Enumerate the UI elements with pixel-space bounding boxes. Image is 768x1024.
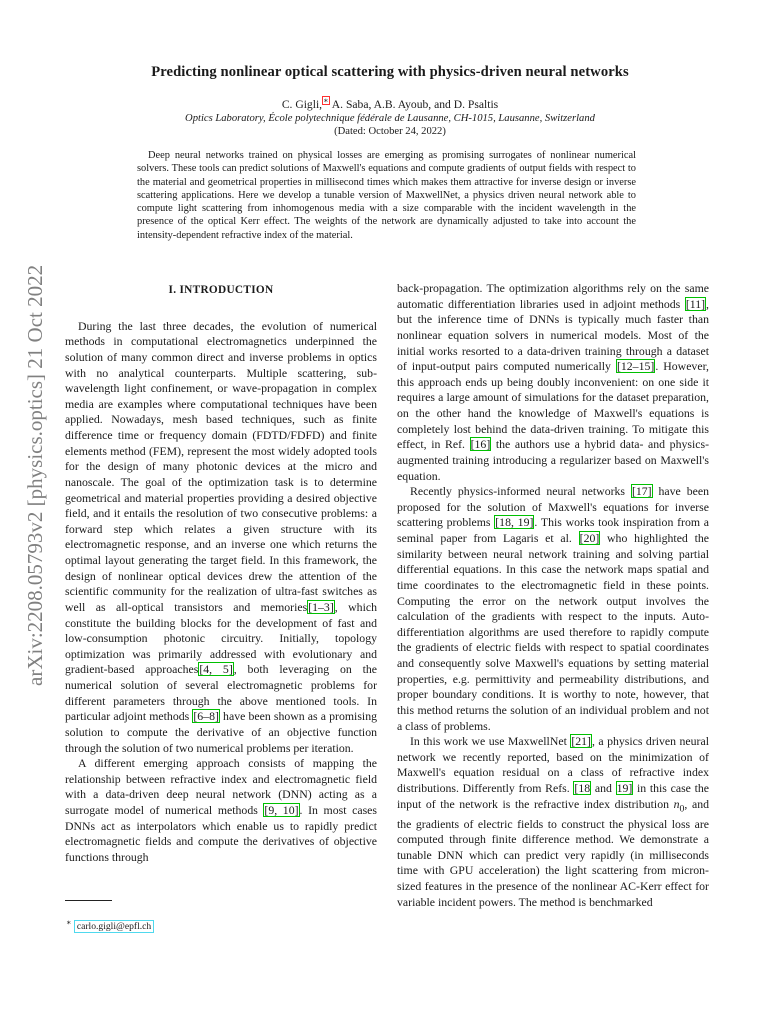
author-rest: A. Saba, A.B. Ayoub, and D. Psaltis bbox=[329, 98, 499, 111]
citation-link[interactable]: [9, 10] bbox=[264, 803, 299, 817]
citation-link[interactable]: [4, 5] bbox=[199, 662, 233, 677]
citation-link[interactable]: [18 bbox=[574, 781, 591, 795]
footnote bbox=[66, 917, 154, 932]
author-list bbox=[60, 98, 720, 111]
citation-link[interactable]: [20] bbox=[579, 531, 600, 545]
arxiv-stamp: arXiv:2208.05793v2 [physics.optics] 21 Oct 2022 bbox=[23, 264, 47, 686]
citation-link[interactable]: [21] bbox=[571, 734, 591, 749]
citation-link[interactable]: [18, 19] bbox=[495, 515, 534, 530]
author-first: C. Gigli, bbox=[281, 98, 323, 111]
right-paragraph-1: back-propagation. The optimization algorithms rely on the same automatic differentiation libraries used in adjoint methods [11], but the inference time of DNNs is typically much faster than nonlinear equation solvers in numerical models. Most of the initial works resorted to a data-driven training through a dataset of input-output pairs computed numerically [12–15]. However, this approach ends up being doubly inconvenient: on one side it requires a large amount of simulations for the dataset preparation, on the other hand the knowledge of Maxwell's equations is completely lost behind the data-driven training. To mitigate this effect, in Ref. [16] the authors use a hybrid data- and physics-augmented training introducing a regularizer based on Maxwell's equation. bbox=[397, 281, 709, 483]
citation-link[interactable]: [17] bbox=[631, 484, 652, 499]
citation-link[interactable]: 19] bbox=[616, 781, 633, 795]
left-paragraph-2: A different emerging approach consists of mapping the relationship between refractive index and electromagnetic field with a data-driven deep neural network (DNN) acting as a surrogate model of numerical methods [9, 10]. In most cases DNNs act as interpolators which enable us to rapidly predict electromagnetic fields and compute the derivatives of objective functions through bbox=[65, 756, 377, 864]
citation-link[interactable]: [12–15] bbox=[616, 359, 655, 374]
right-paragraph-2: Recently physics-informed neural networks [17] have been proposed for the solution of Maxwell's equations for inverse scattering problems [18, 19]. This works took inspiration from a seminal paper from Lagaris et al. [20] who highlighted the similarity between neural network training and solving partial differential equations. In this case the network maps spatial and time coordinates to the electromagnetic field in these points. Computing the error on the network output involves the calculation of the gradients with respect to the inputs. Auto-differentiation algorithms are used therefore to rapidly compute the gradients of electric fields with respect to spatial coordinates and consequently solve Maxwell's equations by setting material properties, e.g. permittivity and permeability distributions, and proper boundary conditions. It is worthy to note, however, that this method returns the solution of an individual problem and not a class of problems. bbox=[397, 484, 709, 733]
author-footnote-link[interactable]: ∗ bbox=[323, 96, 329, 106]
citation-link[interactable]: [11] bbox=[685, 296, 706, 311]
section-heading-introduction: I. INTRODUCTION bbox=[168, 284, 274, 296]
citation-link[interactable]: [16] bbox=[470, 437, 491, 452]
affiliation: Optics Laboratory, École polytechnique fédérale de Lausanne, CH-1015, Lausanne, Switzerland bbox=[185, 113, 595, 124]
email-link[interactable]: carlo.gigli@epfl.ch bbox=[74, 920, 154, 933]
footnote-mark: ∗ bbox=[66, 917, 72, 927]
citation-link[interactable]: [6–8] bbox=[193, 709, 219, 724]
paper-title: Predicting nonlinear optical scattering with physics-driven neural networks bbox=[151, 64, 629, 80]
refractive-index-symbol: n bbox=[673, 796, 680, 811]
left-paragraph-1: During the last three decades, the evolution of numerical methods in computational electromagnetics underpinned the solution of many common direct and inverse problems in optics with no analytical counterparts. Multiple scattering, sub-wavelength light confinement, or wave-propagation in complex media are examples where computational techniques have been applied. Nowadays, mesh based techniques, such as finite difference time or frequency domain (FDTD/FDFD) and finite elements method (FEM), represent the most widely adopted tools for the design of many photonic devices at the micro and nanoscale. The goal of the optimization task is to determine geometrical and material properties providing a desired objective field, and it entails the resolution of two consecutive problems: a forward step which relates a given structure with its electromagnetic response, and an inverse one which returns the optimal layout generating the target field. In this framework, the design of nonlinear optical devices drew the attention of the scientific community for the realization of ultra-fast switches as well as all-optical transistors and memories[1–3], which constitute the building blocks for the development of fast and low-consumption photonic circuitry. Initially, topology optimization was primarily addressed with evolutionary and gradient-based approaches[4, 5], both leveraging on the numerical solution of several electromagnetic problems for different parameters through the above mentioned tools. In particular adjoint methods [6–8] have been shown as a promising solution to compute the derivative of an objective function through the solution of two numerical problems per iteration. bbox=[65, 318, 377, 755]
citation-link[interactable]: [1–3] bbox=[308, 599, 334, 614]
footnote-divider bbox=[65, 900, 112, 901]
symbol-subscript: 0 bbox=[679, 802, 685, 814]
date-line: (Dated: October 24, 2022) bbox=[334, 126, 446, 137]
right-column bbox=[397, 281, 709, 910]
abstract: Deep neural networks trained on physical losses are emerging as promising surrogates of nonlinear numerical solvers. These tools can predict solutions of Maxwell's equations and compute gradients of output fields with respect to the material and geometrical properties in millisecond times which makes them attractive for inverse design or inverse scattering applications. Here we develop a tunable version of MaxwellNet, a physics driven neural network able to compute light scattering from inhomogenous media with a size comparable with the incident wavelength in the presence of the optical Kerr effect. The weights of the network are dynamically adjusted to take into account the intensity-dependent refractive index of the material. bbox=[137, 150, 636, 241]
left-column bbox=[65, 281, 377, 866]
right-paragraph-3: In this work we use MaxwellNet [21], a physics driven neural network we recently reported, based on the minimization of Maxwell's equation residual on a class of refractive index distributions. Differently from Refs. [18 and 19] in this case the input of the network is the refractive index distribution $n_0$, and the gradients of electric fields to construct the physical loss are computed through finite difference method. We demonstrate a tunable DNN which can predict very rapidly (in milliseconds time with GPU acceleration) the light scattering from micron-sized features in the presence of the nonlinear AC-Kerr effect for variable incident powers. The method is benchmarked bbox=[397, 734, 710, 909]
